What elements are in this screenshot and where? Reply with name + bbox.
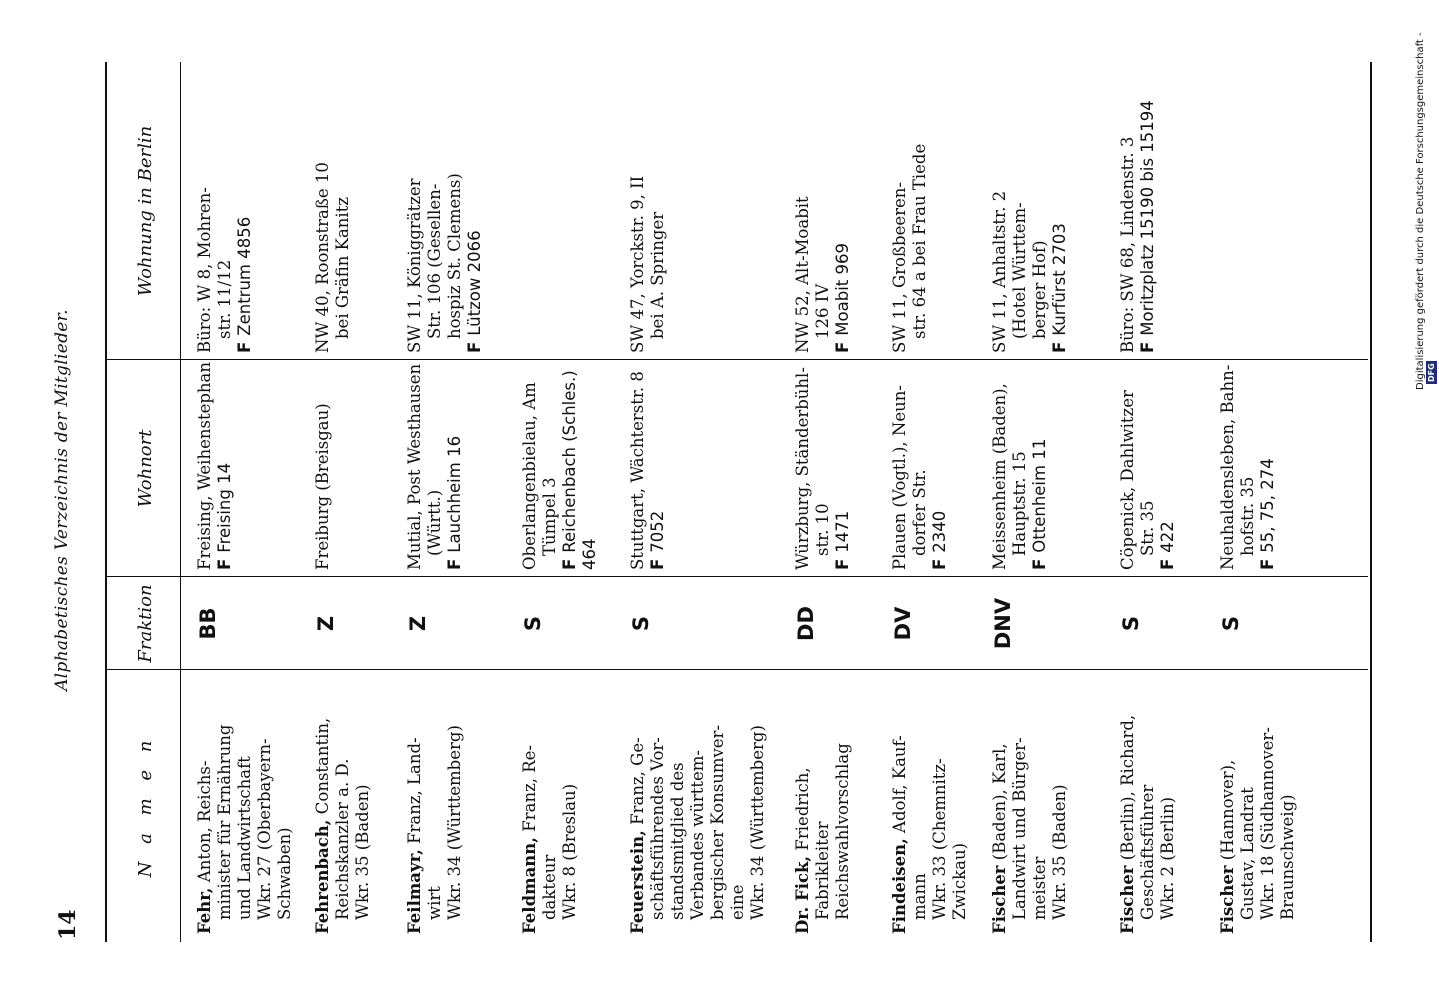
berlin-address-text: NW 52, Alt-Moabit bbox=[793, 196, 812, 353]
wohnort-text: Würzburg, Ständerbühl- bbox=[793, 367, 812, 570]
berlin-address-text: (Hotel Württem- bbox=[1010, 202, 1029, 339]
berlin-address-text: hospiz St. Clemens) bbox=[445, 173, 464, 339]
member-name-text: Wkr. 33 (Chemnitz- bbox=[930, 758, 949, 920]
wohnort-text: Mutial, Post Westhausen bbox=[405, 363, 424, 570]
telephone-marker: F bbox=[1050, 341, 1069, 353]
cell-wohnort bbox=[195, 360, 235, 570]
cell-fraktion: Z bbox=[406, 615, 430, 632]
wohnort-phone: Freising 14 bbox=[215, 462, 234, 553]
member-name-text: Landwirt und Bürger- bbox=[1010, 737, 1029, 920]
cell-wohnung-berlin bbox=[990, 65, 1070, 353]
cell-name bbox=[890, 672, 970, 934]
wohnort-text: Tümpel 3 bbox=[540, 477, 559, 556]
member-name-text: Zwickau) bbox=[950, 842, 969, 920]
telephone-marker: F bbox=[215, 558, 234, 570]
column-divider bbox=[106, 669, 1368, 670]
berlin-phone: Moabit 969 bbox=[833, 243, 852, 336]
member-name-text: Fabrikleiter bbox=[813, 821, 832, 920]
wohnort-phone: Ottenheim 11 bbox=[1030, 438, 1049, 553]
cell-fraktion: S bbox=[1119, 615, 1143, 632]
cell-name bbox=[1118, 672, 1178, 934]
telephone-marker: F bbox=[930, 558, 949, 570]
telephone-marker: F bbox=[1138, 341, 1157, 353]
member-name-text: Wkr. 8 (Breslau) bbox=[560, 783, 579, 920]
member-name-text: Geschäftsführer bbox=[1138, 784, 1157, 920]
wohnort-text: Freiburg (Breisgau) bbox=[313, 403, 332, 570]
berlin-address-text: bei A. Springer bbox=[648, 211, 667, 339]
header-wohnung-berlin: Wohnung in Berlin bbox=[135, 125, 156, 297]
telephone-marker: F bbox=[648, 558, 667, 570]
cell-wohnort bbox=[990, 360, 1050, 570]
member-name-text: Franz, Ge- bbox=[628, 737, 647, 825]
wohnort-text: Stuttgart, Wächterstr. 8 bbox=[628, 371, 647, 570]
berlin-address-text: SW 11, Anhaltstr. 2 bbox=[990, 190, 1009, 353]
header-wohnort: Wohnort bbox=[135, 429, 156, 508]
member-name-text: Wkr. 34 (Württemberg) bbox=[748, 725, 767, 920]
cell-name bbox=[405, 672, 465, 934]
berlin-address-text: berger Hof) bbox=[1030, 240, 1049, 339]
wohnort-phone: 7052 bbox=[648, 510, 667, 553]
wohnort-text: dorfer Str. bbox=[910, 469, 929, 556]
telephone-marker: F bbox=[833, 558, 852, 570]
member-name-text: Wkr. 35 (Baden) bbox=[353, 784, 372, 920]
cell-wohnort bbox=[1218, 360, 1278, 570]
funding-note-text: Digitalisierung gefördert durch die Deutsche Forschungsgemeinschaft - bbox=[1415, 32, 1426, 390]
member-surname: Feldmann, bbox=[520, 836, 539, 934]
member-name-text: Wkr. 35 (Baden) bbox=[1050, 784, 1069, 920]
wohnort-text: Oberlangenbielau, Am bbox=[520, 382, 539, 570]
cell-fraktion: BB bbox=[196, 607, 220, 640]
berlin-address-text: str. 64 a bei Frau Tiede bbox=[910, 143, 929, 339]
cell-wohnung-berlin bbox=[793, 65, 853, 353]
member-name-text: Franz, Re- bbox=[520, 744, 539, 832]
member-name-text: Wkr. 27 (Oberbayern- bbox=[255, 738, 274, 920]
wohnort-text: (Württ.) bbox=[425, 489, 444, 556]
telephone-marker: F bbox=[445, 558, 464, 570]
cell-wohnort bbox=[313, 360, 333, 570]
member-name-text: Franz, Land- bbox=[405, 737, 424, 844]
wohnort-phone: Lauchheim 16 bbox=[445, 435, 464, 553]
berlin-address-text: NW 40, Roonstraße 10 bbox=[313, 162, 332, 353]
berlin-address-text: 126 IV bbox=[813, 283, 832, 339]
berlin-address-text: str. 11/12 bbox=[215, 259, 234, 339]
member-name-text: dakteur bbox=[540, 854, 559, 920]
berlin-address-text: bei Gräfin Kanitz bbox=[333, 196, 352, 339]
cell-wohnung-berlin bbox=[1118, 65, 1158, 353]
cell-name bbox=[628, 672, 768, 934]
wohnort-text: hofstr. 35 bbox=[1238, 476, 1257, 556]
member-name-text: Wkr. 18 (Südhannover- bbox=[1258, 727, 1277, 920]
member-name-text: Friedrich, bbox=[793, 767, 812, 851]
cell-fraktion: DV bbox=[891, 606, 915, 641]
member-name-text: standsmitglied des bbox=[668, 762, 687, 920]
member-name-text: und Landwirtschaft bbox=[235, 756, 254, 920]
wohnort-text: str. 10 bbox=[813, 503, 832, 556]
member-surname: Fischer bbox=[1118, 865, 1137, 934]
cell-wohnung-berlin bbox=[195, 65, 255, 353]
column-divider bbox=[106, 576, 1368, 577]
member-name-text: wirt bbox=[425, 886, 444, 920]
berlin-phone: Moritzplatz 15190 bis 15194 bbox=[1138, 100, 1157, 336]
member-name-text: Wkr. 2 (Berlin) bbox=[1158, 796, 1177, 920]
member-surname: Feuerstein, bbox=[628, 830, 647, 934]
member-surname: Feilmayr, bbox=[405, 849, 424, 934]
cell-wohnort bbox=[405, 360, 465, 570]
member-surname: Fischer bbox=[990, 865, 1009, 934]
cell-name bbox=[520, 672, 580, 934]
member-surname: Findeisen, bbox=[890, 838, 909, 934]
cell-fraktion: S bbox=[1219, 615, 1243, 632]
member-surname: Dr. Fick, bbox=[793, 855, 812, 934]
berlin-phone: Lützow 2066 bbox=[465, 230, 484, 336]
member-name-text: schäftsführendes Vor- bbox=[648, 737, 667, 920]
cell-fraktion: S bbox=[629, 615, 653, 632]
cell-wohnort bbox=[793, 360, 853, 570]
wohnort-phone: 55, 75, 274 bbox=[1258, 458, 1277, 553]
cell-fraktion: S bbox=[521, 615, 545, 632]
telephone-marker: F bbox=[465, 341, 484, 353]
page-number: 14 bbox=[55, 909, 81, 940]
dfg-logo: DFG bbox=[1427, 363, 1436, 382]
cell-wohnort bbox=[520, 360, 600, 570]
cell-wohnort bbox=[628, 360, 668, 570]
member-surname: Fischer bbox=[1218, 865, 1237, 934]
member-name-text: (Baden), Karl, bbox=[990, 743, 1009, 861]
wohnort-phone: Reichenbach (Schles.) 464 bbox=[560, 370, 599, 570]
member-name-text: eine bbox=[728, 884, 747, 920]
header-namen: N a m e n bbox=[135, 734, 156, 878]
wohnort-phone: 1471 bbox=[833, 510, 852, 553]
page-title: Alphabetisches Verzeichnis der Mitglieder. bbox=[52, 309, 72, 691]
telephone-marker: F bbox=[1030, 558, 1049, 570]
telephone-marker: F bbox=[235, 341, 254, 353]
cell-wohnort bbox=[890, 360, 950, 570]
cell-name bbox=[793, 672, 853, 934]
member-name-text: Gustav, Landrat bbox=[1238, 787, 1257, 920]
member-surname: Fehr, bbox=[195, 887, 214, 934]
member-name-text: Braunschweig) bbox=[1278, 794, 1297, 920]
cell-fraktion: DD bbox=[794, 606, 818, 641]
cell-name bbox=[195, 672, 295, 934]
berlin-address-text: SW 11, Großbeeren- bbox=[890, 182, 909, 353]
berlin-phone: Kurfürst 2703 bbox=[1050, 223, 1069, 336]
cell-wohnung-berlin bbox=[628, 65, 668, 353]
cell-name bbox=[990, 672, 1070, 934]
member-name-text: (Hannover), bbox=[1218, 759, 1237, 861]
member-surname: Fehrenbach, bbox=[313, 819, 332, 934]
cell-wohnung-berlin bbox=[313, 65, 353, 353]
member-name-text: Verbandes württem- bbox=[688, 749, 707, 920]
telephone-marker: F bbox=[560, 558, 579, 570]
wohnort-text: Neuhaldensleben, Bahn- bbox=[1218, 364, 1237, 570]
member-name-text: Reichswahlvorschlag bbox=[833, 743, 852, 920]
member-name-text: meister bbox=[1030, 856, 1049, 920]
telephone-marker: F bbox=[833, 341, 852, 353]
telephone-marker: F bbox=[1158, 558, 1177, 570]
berlin-address-text: SW 47, Yorckstr. 9, II bbox=[628, 175, 647, 353]
member-name-text: Wkr. 34 (Württemberg) bbox=[445, 725, 464, 920]
table-bottom-rule bbox=[1370, 62, 1372, 942]
member-name-text: Anton, Reichs- bbox=[195, 760, 214, 883]
member-name-text: minister für Ernährung bbox=[215, 724, 234, 920]
table-top-rule bbox=[105, 62, 107, 942]
wohnort-phone: 422 bbox=[1158, 521, 1177, 553]
funding-note bbox=[1415, 30, 1437, 390]
wohnort-text: Hauptstr. 15 bbox=[1010, 451, 1029, 556]
wohnort-text: Meissenheim (Baden), bbox=[990, 383, 1009, 570]
member-name-text: Adolf, Kauf- bbox=[890, 735, 909, 833]
berlin-phone: Zentrum 4856 bbox=[235, 216, 254, 336]
member-name-text: Reichskanzler a. D. bbox=[333, 758, 352, 920]
member-name-text: (Berlin), Richard, bbox=[1118, 714, 1137, 861]
cell-fraktion: DNV bbox=[991, 597, 1015, 650]
berlin-address-text: Str. 106 (Gesellen- bbox=[425, 183, 444, 339]
member-name-text: bergischer Konsumver- bbox=[708, 724, 727, 920]
telephone-marker: F bbox=[1258, 558, 1277, 570]
cell-name bbox=[1218, 672, 1298, 934]
cell-wohnung-berlin bbox=[890, 65, 930, 353]
berlin-address-text: Büro: W 8, Mohren- bbox=[195, 187, 214, 353]
wohnort-text: Plauen (Vogtl.), Neun- bbox=[890, 385, 909, 570]
cell-wohnort bbox=[1118, 360, 1178, 570]
member-name-text: Constantin, bbox=[313, 717, 332, 815]
cell-fraktion: Z bbox=[314, 615, 338, 632]
cell-name bbox=[313, 672, 373, 934]
table-header-rule bbox=[180, 62, 181, 942]
member-name-text: Schwaben) bbox=[275, 827, 294, 920]
berlin-address-text: SW 11, Königgrätzer bbox=[405, 178, 424, 353]
wohnort-text: Freising, Weihenstephan bbox=[195, 362, 214, 570]
cell-wohnung-berlin bbox=[405, 65, 485, 353]
header-fraktion: Fraktion bbox=[135, 584, 156, 663]
wohnort-text: Cöpenick, Dahlwitzer bbox=[1118, 390, 1137, 570]
member-name-text: mann bbox=[910, 873, 929, 920]
wohnort-text: Str. 35 bbox=[1138, 500, 1157, 556]
berlin-address-text: Büro: SW 68, Lindenstr. 3 bbox=[1118, 136, 1137, 353]
column-divider bbox=[106, 359, 1368, 360]
wohnort-phone: 2340 bbox=[930, 510, 949, 553]
